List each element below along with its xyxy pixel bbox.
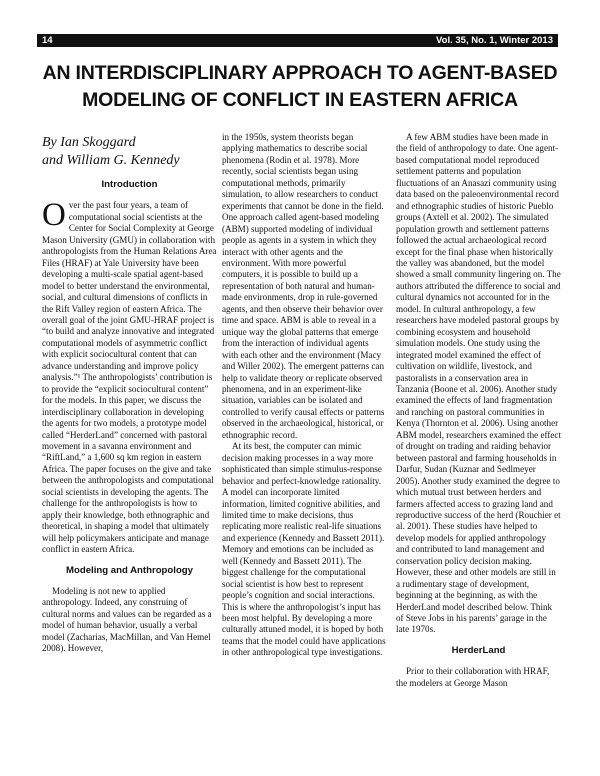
authors bbox=[42, 134, 217, 170]
modeling-paragraph: Modeling is not new to applied anthropology. Indeed, any construing of cultural norms and values can be regarded as a model of human behavior, usually a verbal model (Zacharias, MacMillan, and Van Hemel 2008). However, bbox=[42, 585, 212, 654]
issue-info: Vol. 35, No. 1, Winter 2013 bbox=[436, 35, 553, 46]
section-heading-introduction: Introduction bbox=[101, 179, 158, 190]
intro-paragraph bbox=[42, 197, 217, 555]
author-line-1: By Ian Skoggard bbox=[42, 135, 136, 150]
column-2 bbox=[222, 132, 386, 659]
intro-text: ver the past four years, a team of computational social scientists at the Center for Social Complexity at George Mason University (GMU) in collaboration with anthropologists from the Human Relations Area Files (HRAF) at Yale University have been developing a multi-scale spatial agent-based model to better understand the environmental, social, and cultural dimensions of conflicts in the Rift Valley region of eastern Africa. The overall goal of the joint GMU-HRAF project is “to build and analyze innovative and integrated computational models of asymmetric conflict with explicit sociocultural content that can advance understanding and improve policy analysis.”¹ The anthropologists’ contribution is to provide the “explicit sociocultural content” for the models. In this paper, we discuss the interdisciplinary collaboration in developing the agents for two models, a prototype model called “HerderLand” concerned with pastoral movement in a savanna environment and “RiftLand,” a 1,600 sq km region in eastern Africa. The paper focuses on the give and take between the anthropologists and computational social scientists in developing the agents. The challenge for the anthropologists is how to apply their knowledge, both ethnographic and theoretical, in shaping a model that ultimately will help policymakers anticipate and manage conflict in eastern Africa. bbox=[42, 200, 217, 555]
author-line-2: and William G. Kennedy bbox=[42, 153, 180, 168]
column-3 bbox=[396, 132, 561, 689]
drop-cap: O bbox=[42, 197, 66, 234]
paragraph-computer: At its best, the computer can mimic decision making processes in a way more sophisticated than simple stimulus-response behavior and perfect-knowledge rationality. A model can incorporate limited information, limited cognitive abilities, and limited time to make decisions, thus replicating more realistic real-life situations and experience (Kennedy and Bassett 2011). Memory and emotions can be included as well (Kennedy and Bassett 2011). The biggest challenge for the computational social scientist is how best to represent people’s cognition and social interactions. This is where the anthropologist’s input has been most helpful. By developing a more culturally attuned model, it is hoped by both teams that the model could have applications in other anthropological type investigations. bbox=[222, 441, 386, 658]
section-heading-herderland: HerderLand bbox=[451, 644, 506, 656]
column-1 bbox=[42, 179, 217, 655]
title-line-2: MODELING OF CONFLICT IN EASTERN AFRICA bbox=[82, 89, 518, 111]
page-number: 14 bbox=[42, 35, 53, 46]
paragraph-abm-studies: A few ABM studies have been made in the field of anthropology to date. One agent-based computational model reproduced settlement patterns and population fluctuations of an Anasazi community using data based on the paleoenvironmental record and ethnographic studies of historic Pueblo groups (Axtell et al. 2002). The simulated population growth and settlement patterns followed the actual archaeological record except for the final phase when historically the valley was abandoned, but the model showed a small community lingering on. The authors attributed the difference to social and cultural dynamics not accounted for in the model. In cultural anthropology, a few researchers have modeled pastoral groups by combining ecosystem and household simulation models. One study using the integrated model examined the effect of cultivation on wildlife, livestock, and pastoralists in a conservation area in Tanzania (Boone et al. 2006). Another study examined the effects of land fragmentation and ranching on pastoral communities in Kenya (Thornton et al. 2006). Using another ABM model, researchers examined the effect of drought on trading and raiding behavior between pastoral and farming households in Darfur, Sudan (Kuznar and Sedlmeyer 2005). Another study examined the degree to which mutual trust between herders and farmers affected access to grazing land and reproductive success of the herd (Rouchier et al. 2001). These studies have helped to develop models for applied anthropology and contributed to land management and conservation policy decision making. However, these and other models are still in a rudimentary stage of development, beginning at the beginning, as with the HerderLand model described below. Think of Steve Jobs in his parents’ garage in the late 1970s. bbox=[396, 132, 561, 635]
article-title bbox=[30, 60, 570, 114]
section-heading-modeling: Modeling and Anthropology bbox=[65, 564, 193, 576]
title-line-1: AN INTERDISCIPLINARY APPROACH TO AGENT-BASED bbox=[42, 62, 558, 84]
paragraph-systems: in the 1950s, system theorists began applying mathematics to describe social phenomena (Rodin et al. 1978). More recently, social scientists began using computational methods, primarily simulation, to allow researchers to conduct experiments that cannot be done in the field. One approach called agent-based modeling (ABM) supported modeling of individual people as agents in a system in which they interact with other agents and the environment. With more powerful computers, it is possible to build up a representation of both natural and human-made environments, drop in rule-governed agents, and then observe their behavior over time and space. ABM is able to reveal in a unique way the global patterns that emerge from the interaction of individual agents with each other and the environment (Macy and Willer 2002). The emergent patterns can help to validate theory or replicate observed phenomena, and in an experiment-like situation, variables can be isolated and controlled to verify causal effects or patterns observed in the archaeological, historical, or ethnographic record. bbox=[222, 132, 385, 440]
running-header bbox=[37, 34, 558, 47]
paragraph-herderland: Prior to their collaboration with HRAF, the modelers at George Mason bbox=[396, 666, 550, 688]
